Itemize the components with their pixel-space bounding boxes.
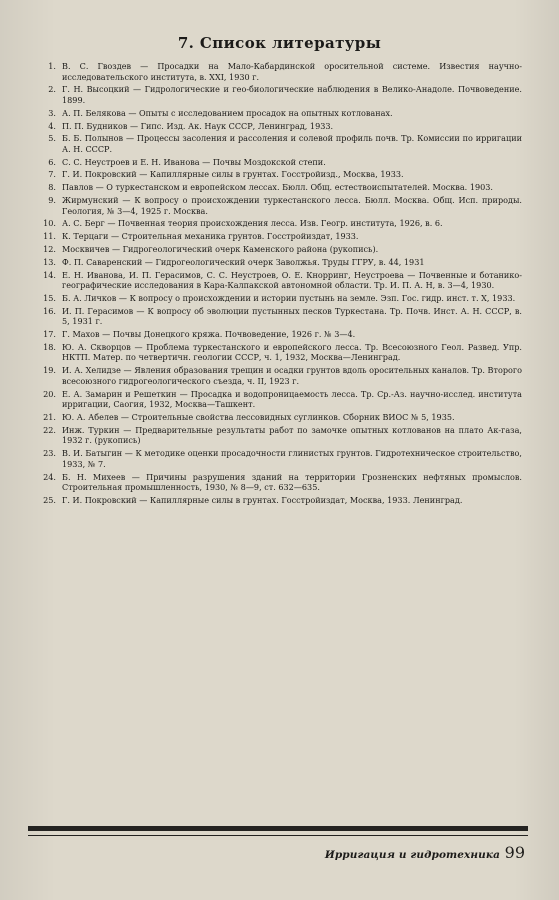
reference-item — [28, 495, 522, 506]
reference-text: Г. И. Покровский — Капиллярные силы в грунтах. Госстройиздат, Москва, 1933. Ленинград. — [62, 494, 463, 505]
reference-item — [28, 84, 522, 105]
reference-item — [28, 157, 522, 168]
reference-number: 6. — [48, 156, 56, 167]
reference-number: 17. — [43, 329, 56, 340]
reference-item — [28, 133, 522, 154]
reference-number: 3. — [48, 107, 56, 118]
footer-thin-rule — [28, 835, 528, 836]
reference-number: 15. — [43, 292, 56, 303]
reference-number: 24. — [43, 471, 56, 482]
reference-item — [28, 342, 522, 363]
bibliography-title: 7. Список литературы — [177, 34, 382, 52]
reference-number: 9. — [48, 195, 56, 206]
reference-item — [28, 108, 522, 119]
reference-text: Е. Н. Иванова, И. П. Герасимов, С. С. Неустроев, О. Е. Кнорринг, Неустроева — Почвенные и ботанико-географические исследования в Кара-Калпакской автономной области. Тр. И. П. А. Н, в. 3—4, 1930. — [62, 269, 522, 291]
reference-text: Ю. А. Абелев — Строительные свойства лессовидных суглинков. Сборник ВИОС № 5, 1935. — [62, 411, 455, 422]
reference-item — [28, 121, 522, 132]
reference-number: 4. — [48, 120, 56, 131]
reference-number: 13. — [43, 256, 56, 267]
reference-number: 14. — [43, 269, 56, 280]
reference-item — [28, 218, 522, 229]
reference-number: 5. — [48, 133, 56, 144]
reference-text: Б. А. Личков — К вопросу о происхождении и истории пустынь на земле. Эзп. Гос. гидр. инст. т. X, 1933. — [62, 292, 516, 303]
reference-text: В. С. Гвоздев — Просадки на Мало-Кабардинской оросительной системе. Известия научно-исследовательского института, в. XXI, 1930 г. — [62, 61, 522, 82]
reference-text: В. И. Батыгин — К методике оценки просадочности глинистых грунтов. Гидротехническое строительство, 1933, № 7. — [62, 448, 522, 469]
reference-item — [28, 329, 522, 340]
journal-title: Ирригация и гидротехника — [324, 849, 500, 861]
reference-text: И. П. Герасимов — К вопросу об эволюции пустынных песков Туркестана. Тр. Почв. Инст. А. Н. СССР, в. 5, 1931 г. — [62, 305, 522, 327]
reference-number: 1. — [48, 61, 56, 71]
reference-number: 25. — [43, 494, 56, 505]
reference-number: 19. — [43, 365, 56, 376]
reference-text: Ю. А. Скворцов — Проблема туркестанского и европейского лесса. Тр. Всесоюзного Геол. Развед. Упр. НКТП. Матер. по четвертичн. геологии СССР, ч. 1, 1932, Москва—Ленинград. — [62, 341, 522, 363]
reference-number: 23. — [43, 448, 56, 459]
reference-text: Г. Махов — Почвы Донецкого кряжа. Почвоведение, 1926 г. № 3—4. — [62, 329, 356, 340]
reference-text: А. П. Белякова — Опыты с исследованием просадок на опытных котлованах. — [62, 107, 393, 118]
reference-number: 12. — [43, 243, 56, 254]
reference-item — [28, 195, 522, 216]
reference-item — [28, 448, 522, 469]
reference-item — [28, 257, 522, 268]
reference-list — [28, 61, 522, 508]
reference-item — [28, 425, 522, 446]
reference-item — [28, 61, 522, 82]
reference-text: Павлов — О туркестанском и европейском лессах. Бюлл. Общ. естествоиспытателей. Москва. 1903. — [62, 182, 493, 193]
reference-item — [28, 306, 522, 327]
reference-number: 7. — [48, 169, 56, 180]
page-number: 99 — [504, 843, 525, 862]
reference-number: 10. — [43, 218, 56, 229]
reference-text: Г. И. Покровский — Капиллярные силы в грунтах. Госстройизд., Москва, 1933. — [62, 169, 404, 180]
reference-item — [28, 231, 522, 242]
reference-item — [28, 244, 522, 255]
footer-thick-rule — [28, 826, 528, 831]
reference-number: 16. — [43, 305, 56, 316]
reference-item — [28, 389, 522, 410]
reference-text: И. А. Хелидзе — Явления образования трещин и осадки грунтов вдоль оросительных каналов. Тр. Второго всесоюзного гидрогеологического съезда, ч. II, 1923 г. — [62, 365, 522, 386]
reference-text: К. Терцаги — Строительная механика грунтов. Госстройиздат, 1933. — [62, 231, 359, 242]
reference-item — [28, 412, 522, 423]
reference-number: 21. — [43, 411, 56, 422]
reference-text: П. П. Будников — Гипс. Изд. Ак. Наук СССР, Ленинград, 1933. — [62, 120, 334, 131]
reference-text: Г. Н. Высоцкий — Гидрологические и гео-биологические наблюдения в Велико-Анадоле. Почвоведение. 1899. — [62, 84, 522, 105]
reference-number: 2. — [48, 84, 56, 95]
reference-number: 20. — [43, 388, 56, 399]
reference-text: Б. Б. Полынов — Процессы засоления и рассоления и солевой профиль почв. Тр. Комиссии по ирригации А. Н. СССР. — [62, 133, 522, 154]
reference-number: 8. — [48, 182, 56, 193]
reference-number: 18. — [43, 341, 56, 352]
reference-item — [28, 472, 522, 493]
reference-text: Москвичев — Гидрогеологический очерк Каменского района (рукопись). — [62, 243, 379, 254]
reference-text: Ф. П. Саваренский — Гидрогеологический очерк Заволжья. Труды ГГРУ, в. 44, 1931 — [62, 256, 425, 267]
reference-number: 11. — [43, 231, 56, 242]
reference-item — [28, 169, 522, 180]
reference-item — [28, 293, 522, 304]
reference-text: Б. Н. Михеев — Причины разрушения зданий на территории Грозненских нефтяных промыслов. Строительная промышленность, 1930, № 8—9, ст. 632—635. — [62, 471, 522, 493]
reference-text: Инж. Туркин — Предварительные результаты работ по замочке опытных котлованов на плато Ак-газа, 1932 г. (рукопись) — [62, 424, 522, 446]
reference-text: А. С. Берг — Почвенная теория происхождения лесса. Изв. Геогр. института, 1926, в. 6. — [62, 218, 443, 229]
reference-text: Жирмунский — К вопросу о происхождении туркестанского лесса. Бюлл. Москва. Общ. Исп. природы. Геология, № 3—4, 1925 г. Москва. — [62, 195, 522, 216]
reference-text: С. С. Неустроев и Е. Н. Иванова — Почвы Моздокской степи. — [62, 156, 326, 167]
reference-item — [28, 270, 522, 291]
reference-item — [28, 365, 522, 386]
reference-number: 22. — [43, 424, 56, 435]
reference-text: Е. А. Замарин и Решеткин — Просадка и водопроницаемость лесса. Тр. Ср.-Аз. научно-исслед. института ирригации, Саогия, 1932, Москва—Ташкент. — [62, 388, 522, 410]
reference-item — [28, 182, 522, 193]
